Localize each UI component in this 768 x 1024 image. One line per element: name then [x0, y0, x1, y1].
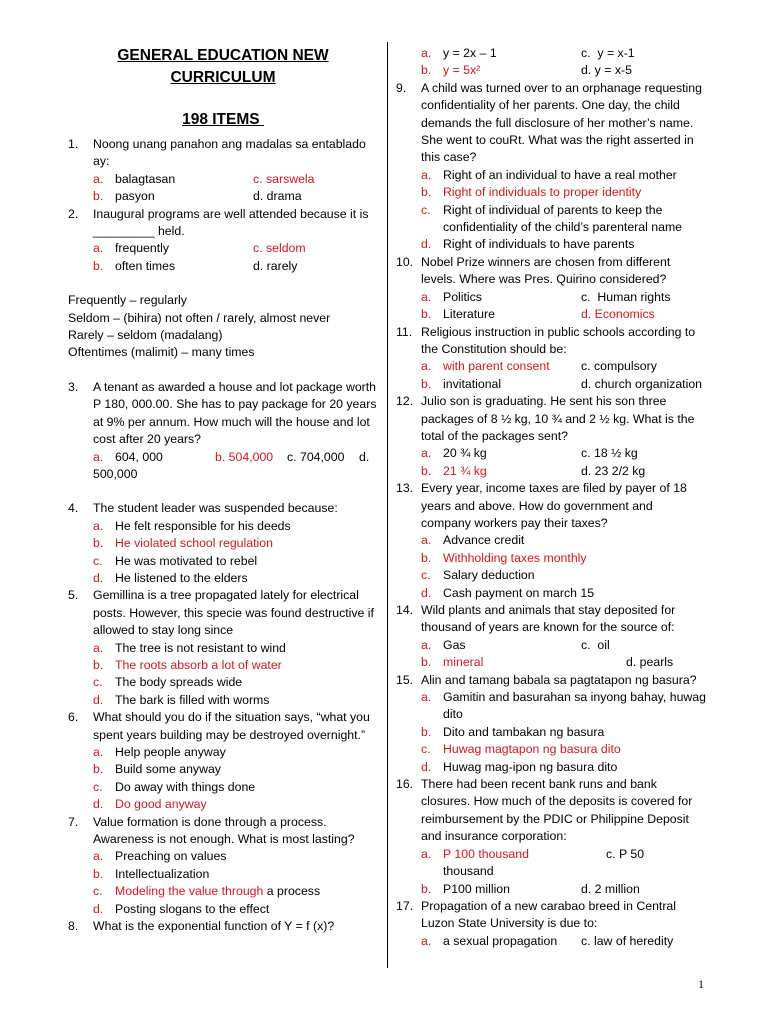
- option-b-answer: He violated school regulation: [115, 536, 273, 551]
- option-d: Right of individuals to have parents: [443, 237, 635, 252]
- question-text: Religious instruction in public schools according to the Constitution should be:: [421, 324, 696, 356]
- page-title-line1: GENERAL EDUCATION NEW: [117, 47, 329, 64]
- question-17: [396, 898, 706, 933]
- option-letter: b.: [421, 550, 432, 565]
- option-c: c. 704,000: [287, 449, 345, 464]
- option-letter: c.: [93, 779, 103, 794]
- option-c: c. law of heredity: [581, 933, 674, 948]
- option-letter: c.: [421, 202, 431, 217]
- option-a: Gamitin and basurahan sa inyong bahay, huwag dito: [443, 690, 706, 722]
- option-letter: b.: [421, 63, 432, 78]
- question-number: 14.: [396, 603, 414, 617]
- option-letter: d.: [93, 692, 104, 707]
- option-a: balagtasan: [115, 171, 176, 186]
- option-a: frequently: [115, 241, 170, 256]
- option-letter: c.: [93, 884, 103, 899]
- question-number: 8.: [68, 919, 79, 934]
- question-14-options: [421, 637, 706, 672]
- option-c-answer: c. sarswela: [253, 171, 315, 186]
- option-letter: a.: [93, 518, 104, 533]
- option-d: The bark is filled with worms: [115, 692, 270, 707]
- option-letter: d.: [93, 901, 104, 916]
- vocab-note: Seldom – (bihira) not often / rarely, almost never: [68, 310, 331, 325]
- option-a: 604, 000: [115, 449, 163, 464]
- option-letter: a.: [93, 640, 104, 655]
- option-d-answer: Do good anyway: [115, 797, 207, 812]
- question-text: The student leader was suspended because:: [93, 501, 338, 516]
- question-15: [396, 672, 706, 689]
- option-b-answer: Withholding taxes monthly: [443, 550, 587, 565]
- option-letter: b.: [93, 657, 104, 672]
- option-letter: b.: [93, 189, 104, 204]
- question-number: 7.: [68, 814, 79, 829]
- question-text: A tenant as awarded a house and lot package worth P 180, 000.00. She has to pay package for 20 years at 9% per annum. How much will the house and lot cost after 20 years?: [93, 379, 377, 447]
- option-a-answer: with parent consent: [443, 359, 550, 374]
- question-13-options: [421, 532, 706, 602]
- option-letter: b.: [421, 185, 432, 200]
- question-number: 3.: [68, 379, 79, 394]
- question-17-options: [421, 933, 706, 950]
- option-d: d. rarely: [253, 258, 298, 273]
- option-a-answer: P 100 thousand: [443, 846, 529, 861]
- question-11: [396, 324, 706, 359]
- option-d-answer: d. Economics: [581, 307, 655, 322]
- option-letter: a.: [421, 637, 432, 652]
- question-number: 10.: [396, 254, 414, 269]
- question-number: 9.: [396, 80, 407, 95]
- option-letter: c.: [421, 568, 431, 583]
- question-text: What is the exponential function of Y = f (x)?: [93, 919, 335, 934]
- option-letter: a.: [93, 449, 104, 464]
- option-d: Cash payment on march 15: [443, 585, 595, 600]
- question-15-options: [421, 689, 706, 776]
- question-text: Julio son is graduating. He sent his son three packages of 8 ½ kg, 10 ¾ and 2 ½ kg. What is the total of the packages sent?: [421, 394, 695, 443]
- question-number: 12.: [396, 394, 414, 409]
- question-text: Nobel Prize winners are chosen from different levels. Where was Pres. Quirino considered?: [421, 254, 671, 287]
- option-b-answer: y = 5x²: [443, 63, 481, 78]
- option-letter: a.: [93, 171, 104, 186]
- option-a: 20 ¾ kg: [443, 446, 487, 461]
- question-number: 1.: [68, 137, 79, 151]
- question-14: [396, 602, 706, 637]
- option-a: The tree is not resistant to wind: [115, 640, 286, 655]
- option-letter: d.: [93, 570, 104, 585]
- option-b: often times: [115, 258, 176, 273]
- option-a: Advance credit: [443, 533, 525, 548]
- option-b: Literature: [443, 307, 495, 322]
- option-letter: b.: [93, 866, 104, 881]
- question-number: 4.: [68, 501, 79, 516]
- vocab-note: Frequently – regularly: [68, 293, 187, 308]
- option-a: He felt responsible for his deeds: [115, 518, 291, 533]
- question-1: [68, 136, 378, 171]
- option-c: Do away with things done: [115, 779, 256, 794]
- option-c-rest: a process: [263, 884, 321, 899]
- question-number: 16.: [396, 777, 414, 792]
- option-c: c. oil: [581, 637, 610, 652]
- option-letter: d.: [421, 759, 432, 774]
- option-letter: d.: [93, 797, 104, 812]
- option-a: a sexual propagation: [443, 933, 558, 948]
- option-a: Politics: [443, 289, 482, 304]
- option-b-answer: 21 ¾ kg: [443, 463, 487, 478]
- question-number: 6.: [68, 710, 79, 725]
- option-a: Preaching on values: [115, 849, 227, 864]
- question-number: 2.: [68, 206, 79, 221]
- question-4: [68, 500, 378, 517]
- question-text: Alin and tamang babala sa pagtatapon ng basura?: [421, 672, 697, 687]
- option-b: Intellectualization: [115, 866, 210, 881]
- option-d: Posting slogans to the effect: [115, 901, 270, 916]
- question-12-options: [421, 445, 706, 480]
- question-7: [68, 814, 378, 849]
- option-c: He was motivated to rebel: [115, 553, 258, 568]
- question-13: [396, 480, 706, 532]
- vocab-note: Oftentimes (malimit) – many times: [68, 345, 255, 360]
- option-letter: a.: [421, 46, 432, 60]
- option-b: Build some anyway: [115, 762, 221, 777]
- option-letter: a.: [421, 846, 432, 861]
- option-c-continued: thousand: [443, 864, 494, 879]
- vocab-note: Rarely – seldom (madalang): [68, 328, 223, 343]
- option-d: d.: [359, 449, 370, 464]
- option-c: The body spreads wide: [115, 675, 243, 690]
- option-letter: a.: [93, 849, 104, 864]
- option-b: Dito and tambakan ng basura: [443, 724, 605, 739]
- option-letter: a.: [421, 446, 432, 461]
- option-a: y = 2x – 1: [443, 46, 497, 60]
- question-5: [68, 587, 378, 639]
- option-letter: b.: [421, 655, 432, 670]
- question-8: [68, 918, 378, 935]
- question-2-options: [93, 240, 378, 275]
- question-text: Inaugural programs are well attended because it is _________ held.: [93, 206, 369, 239]
- question-9-options: [421, 167, 706, 254]
- question-text: Gemillina is a tree propagated lately for electrical posts. However, this specie was found destructive if allowed to stay long since: [93, 588, 374, 638]
- option-letter: b.: [93, 536, 104, 551]
- option-letter: a.: [421, 359, 432, 374]
- question-5-options: [93, 640, 378, 710]
- question-number: 13.: [396, 481, 414, 496]
- page-title-line2: CURRICULUM: [170, 69, 276, 86]
- option-letter: b.: [421, 376, 432, 391]
- option-letter: b.: [421, 307, 432, 322]
- option-letter: c.: [93, 553, 103, 568]
- option-d: Huwag mag-ipon ng basura dito: [443, 759, 618, 774]
- question-text: There had been recent bank runs and bank closures. How much of the deposits is covered for reimbursement by the PDIC or Philippine Deposit and insurance corporation:: [421, 777, 693, 844]
- option-letter: a.: [421, 533, 432, 548]
- question-number: 17.: [396, 898, 414, 913]
- question-10: [396, 254, 706, 289]
- question-4-options: [93, 518, 378, 588]
- option-d: d. church organization: [581, 376, 702, 391]
- option-b: pasyon: [115, 189, 155, 204]
- option-d-value: 500,000: [93, 466, 138, 481]
- option-c: c. compulsory: [581, 359, 657, 374]
- option-a: Right of an individual to have a real mother: [443, 167, 677, 182]
- option-b: invitational: [443, 376, 502, 391]
- option-a: Help people anyway: [115, 745, 226, 759]
- question-number: 15.: [396, 672, 414, 687]
- question-text: Wild plants and animals that stay deposited for thousand of years are known for the source of:: [421, 603, 676, 635]
- right-column: [396, 0, 706, 950]
- question-8-options: [421, 45, 706, 80]
- option-b-answer: Right of individuals to proper identity: [443, 185, 642, 200]
- option-b: P100 million: [443, 881, 510, 896]
- left-column: [68, 0, 378, 935]
- option-letter: b.: [421, 463, 432, 478]
- option-b-answer: The roots absorb a lot of water: [115, 657, 282, 672]
- option-letter: a.: [93, 745, 104, 759]
- option-c: Right of individual of parents to keep the confidentiality of the child’s parenteral name: [443, 202, 683, 235]
- items-count-title: 198 ITEMS: [182, 111, 264, 128]
- page-number: 1: [698, 977, 704, 991]
- question-text: What should you do if the situation says, “what you spent years building may be destroyed overnight.”: [93, 710, 370, 742]
- column-divider: [387, 42, 388, 968]
- question-2: [68, 206, 378, 241]
- option-letter: a.: [421, 690, 432, 705]
- question-3-options: [93, 449, 378, 484]
- option-d: d. drama: [253, 189, 302, 204]
- option-a: Gas: [443, 637, 466, 652]
- option-b-answer: mineral: [443, 655, 484, 670]
- option-c: c. Human rights: [581, 289, 671, 304]
- option-b-answer: b. 504,000: [215, 449, 274, 464]
- question-text: Value formation is done through a process. Awareness is not enough. What is most lasting?: [93, 814, 355, 847]
- option-letter: b.: [421, 881, 432, 896]
- option-letter: b.: [93, 762, 104, 777]
- option-letter: c.: [93, 675, 103, 690]
- question-12: [396, 393, 706, 445]
- question-16: [396, 776, 706, 846]
- question-9: [396, 80, 706, 167]
- question-text: Noong unang panahon ang madalas sa entablado ay:: [93, 137, 366, 169]
- question-16-options: [421, 846, 706, 898]
- question-text: A child was turned over to an orphanage requesting confidentiality of her parents. One day, the child demands the full disclosure of her mother’s name. She went to couRt. What was the right asserted in this case?: [421, 80, 702, 165]
- question-7-options: [93, 848, 378, 918]
- option-c-answer: Modeling the value through: [115, 884, 264, 899]
- option-d: He listened to the elders: [115, 570, 248, 585]
- question-text: Every year, income taxes are filed by payer of 18 years and above. How do government and company workers pay their taxes?: [421, 481, 687, 530]
- option-c: Salary deduction: [443, 568, 535, 583]
- question-6-options: [93, 744, 378, 814]
- option-d: d. 2 million: [581, 881, 640, 896]
- option-c: c. 18 ½ kg: [581, 446, 638, 461]
- option-letter: a.: [421, 289, 432, 304]
- option-letter: b.: [93, 258, 104, 273]
- option-letter: d.: [421, 237, 432, 252]
- option-c: c. P 50: [606, 846, 645, 861]
- option-c-answer: Huwag magtapon ng basura dito: [443, 742, 621, 757]
- question-10-options: [421, 289, 706, 324]
- question-number: 11.: [396, 324, 413, 339]
- option-c: c. y = x-1: [581, 46, 635, 60]
- question-3: [68, 379, 378, 449]
- question-6: [68, 709, 378, 744]
- option-letter: a.: [93, 241, 104, 256]
- option-d: d. pearls: [626, 655, 674, 670]
- option-letter: a.: [421, 167, 432, 182]
- question-11-options: [421, 358, 706, 393]
- option-c-answer: c. seldom: [253, 241, 306, 256]
- question-text: Propagation of a new carabao breed in Central Luzon State University is due to:: [421, 898, 676, 931]
- option-letter: b.: [421, 724, 432, 739]
- option-d: d. y = x-5: [581, 63, 632, 78]
- option-letter: d.: [421, 585, 432, 600]
- question-1-options: [93, 171, 378, 206]
- question-number: 5.: [68, 588, 79, 603]
- option-letter: a.: [421, 933, 432, 948]
- option-letter: c.: [421, 742, 431, 757]
- option-d: d. 23 2/2 kg: [581, 463, 646, 478]
